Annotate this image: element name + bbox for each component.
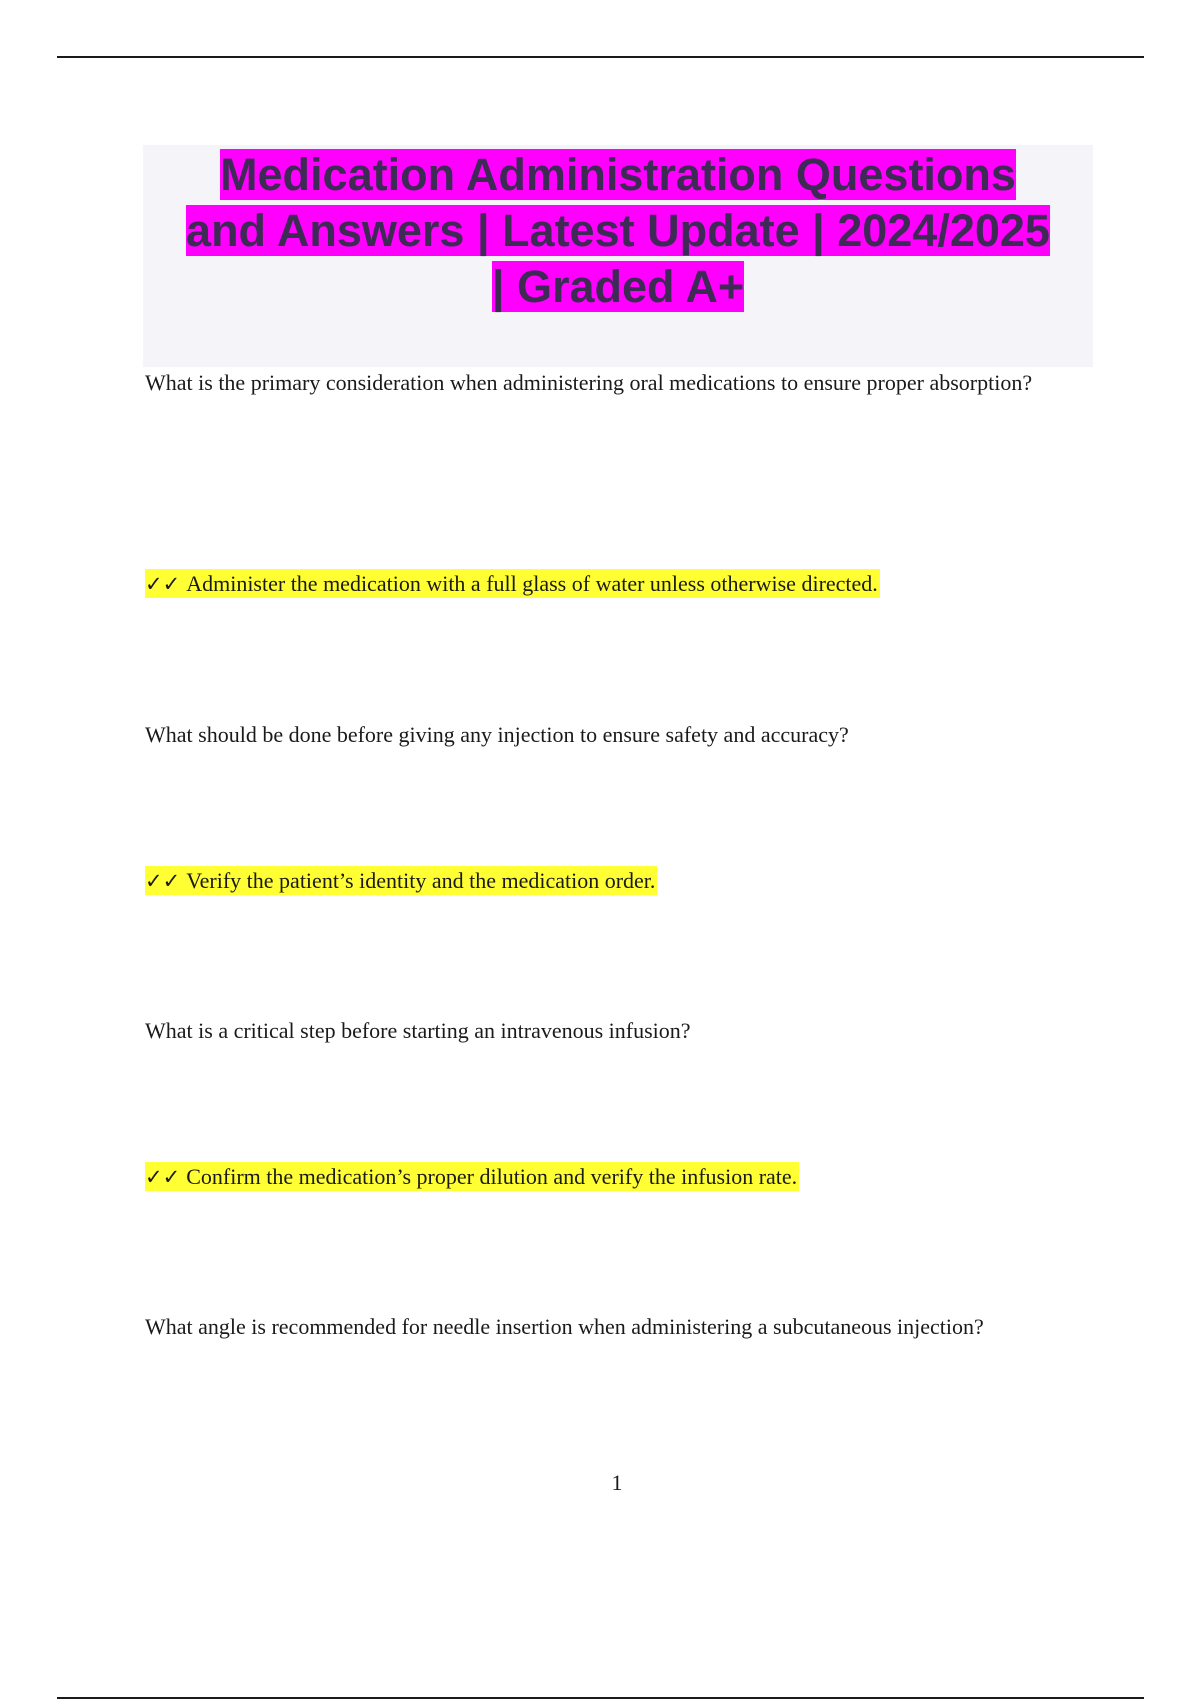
question-2: What should be done before giving any injection to ensure safety and accuracy? (145, 722, 849, 747)
title-block (143, 145, 1093, 367)
double-check-icon: ✓✓ (145, 572, 181, 596)
title-line-1: Medication Administration Questions (220, 149, 1016, 200)
answer-3 (145, 1161, 799, 1193)
title-line-3: | Graded A+ (491, 261, 745, 312)
double-check-icon: ✓✓ (145, 869, 181, 893)
footer-rule (57, 1697, 1144, 1699)
question-4: What angle is recommended for needle insertion when administering a subcutaneous injection? (145, 1314, 984, 1339)
question-1: What is the primary consideration when administering oral medications to ensure proper absorption? (145, 370, 1033, 395)
answer-2-text: Verify the patient’s identity and the medication order. (186, 868, 656, 893)
answer-1-text: Administer the medication with a full glass of water unless otherwise directed. (186, 571, 878, 596)
answer-2 (145, 865, 657, 897)
question-3: What is a critical step before starting an intravenous infusion? (145, 1018, 691, 1043)
double-check-icon: ✓✓ (145, 1165, 181, 1189)
title-line-2: and Answers | Latest Update | 2024/2025 (186, 205, 1050, 256)
page-number: 1 (611, 1470, 623, 1495)
answer-1 (145, 568, 880, 600)
answer-3-text: Confirm the medication’s proper dilution and verify the infusion rate. (186, 1164, 798, 1189)
header-rule (57, 56, 1144, 58)
document-title (143, 147, 1093, 315)
